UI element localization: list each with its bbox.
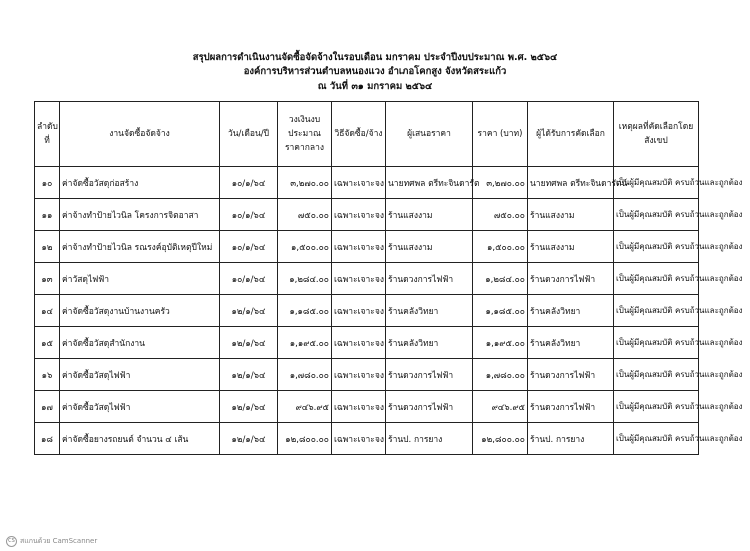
cell-no: ๑๘ [35, 423, 60, 455]
cell-budget: ๑,๕๐๐.๐๐ [278, 231, 332, 263]
cell-vendor: ร้านป. การยาง [386, 423, 473, 455]
cell-item: ค่าจัดซื้อวัสดุงานบ้านงานครัว [60, 295, 220, 327]
table-row [35, 423, 699, 455]
cell-date: ๑๒/๑/๖๔ [220, 327, 278, 359]
cell-item: ค่าจัดซื้อวัสดุไฟฟ้า [60, 391, 220, 423]
cell-no: ๑๒ [35, 231, 60, 263]
cell-item: ค่าจัดซื้อวัสดุไฟฟ้า [60, 359, 220, 391]
cell-date: ๑๒/๑/๖๔ [220, 359, 278, 391]
cell-date: ๑๐/๑/๖๔ [220, 199, 278, 231]
cell-budget: ๑,๒๘๔.๐๐ [278, 263, 332, 295]
cell-winner: ร้านดวงการไฟฟ้า [528, 263, 614, 295]
organization-name: องค์การบริหารส่วนตำบลหนองแวง อำเภอโคกสูง จังหวัดสระแก้ว [243, 66, 507, 77]
cell-no: ๑๓ [35, 263, 60, 295]
column-header-budget: วงเงินงบประมาณราคากลาง [278, 102, 332, 167]
report-date: ณ วันที่ ๓๑ มกราคม ๒๕๖๔ [317, 81, 433, 92]
procurement-table [34, 101, 743, 455]
cell-reason: เป็นผู้มีคุณสมบัติ ครบถ้วนและถูกต้อง [614, 199, 699, 231]
column-header-no: ลำดับที่ [35, 102, 60, 167]
cell-winner: ร้านป. การยาง [528, 423, 614, 455]
cell-winner: นายทศพล ตรีทะจินดารัตน์ [528, 167, 614, 199]
cell-item: ค่าจัดซื้อยางรถยนต์ จำนวน ๔ เส้น [60, 423, 220, 455]
cell-date: ๑๒/๑/๖๔ [220, 295, 278, 327]
cell-price: ๑๒,๘๐๐.๐๐ [473, 423, 528, 455]
cell-item: ค่าวัสดุไฟฟ้า [60, 263, 220, 295]
table-row [35, 263, 699, 295]
cell-budget: ๑,๑๘๕.๐๐ [278, 295, 332, 327]
cell-date: ๑๐/๑/๖๔ [220, 167, 278, 199]
cell-reason: เป็นผู้มีคุณสมบัติ ครบถ้วนและถูกต้อง [614, 167, 699, 199]
cell-vendor: ร้านแสงงาม [386, 231, 473, 263]
cell-price: ๑,๕๐๐.๐๐ [473, 231, 528, 263]
cell-reason: เป็นผู้มีคุณสมบัติ ครบถ้วนและถูกต้อง [614, 263, 699, 295]
cell-date: ๑๒/๑/๖๔ [220, 423, 278, 455]
cell-winner: ร้านคลังวิทยา [528, 327, 614, 359]
table-row [35, 231, 699, 263]
cell-reason: เป็นผู้มีคุณสมบัติ ครบถ้วนและถูกต้อง [614, 423, 699, 455]
cell-method: เฉพาะเจาะจง [332, 199, 386, 231]
cell-vendor: ร้านดวงการไฟฟ้า [386, 263, 473, 295]
table-header-row [35, 102, 699, 167]
cell-winner: ร้านแสงงาม [528, 199, 614, 231]
cell-no: ๑๐ [35, 167, 60, 199]
table-row [35, 359, 699, 391]
cell-no: ๑๕ [35, 327, 60, 359]
cell-budget: ๑,๑๙๕.๐๐ [278, 327, 332, 359]
cell-winner: ร้านคลังวิทยา [528, 295, 614, 327]
cell-item: ค่าจ้างทำป้ายไวนิล รณรงค์อุบัติเหตุปีใหม่ [60, 231, 220, 263]
column-header-method: วิธีจัดซื้อ/จ้าง [332, 102, 386, 167]
cell-reason: เป็นผู้มีคุณสมบัติ ครบถ้วนและถูกต้อง [614, 391, 699, 423]
cell-item: ค่าจัดซื้อวัสดุก่อสร้าง [60, 167, 220, 199]
cell-no: ๑๔ [35, 295, 60, 327]
column-header-reason: เหตุผลที่คัดเลือกโดยสังเขป [614, 102, 699, 167]
cell-method: เฉพาะเจาะจง [332, 167, 386, 199]
cell-date: ๑๐/๑/๖๔ [220, 263, 278, 295]
cell-no: ๑๖ [35, 359, 60, 391]
cell-reason: เป็นผู้มีคุณสมบัติ ครบถ้วนและถูกต้อง [614, 295, 699, 327]
column-header-item: งานจัดซื้อจัดจ้าง [60, 102, 220, 167]
cell-method: เฉพาะเจาะจง [332, 295, 386, 327]
scanner-label: สแกนด้วย CamScanner [20, 537, 98, 545]
cell-no: ๑๗ [35, 391, 60, 423]
report-title: สรุปผลการดำเนินงานจัดซื้อจัดจ้างในรอบเดือน มกราคม ประจำปีงบประมาณ พ.ศ. ๒๕๖๔ [192, 52, 558, 63]
column-header-vendor: ผู้เสนอราคา [386, 102, 473, 167]
cell-budget: ๑,๗๘๐.๐๐ [278, 359, 332, 391]
cell-price: ๑,๑๘๕.๐๐ [473, 295, 528, 327]
cell-reason: เป็นผู้มีคุณสมบัติ ครบถ้วนและถูกต้อง [614, 359, 699, 391]
cell-date: ๑๐/๑/๖๔ [220, 231, 278, 263]
cell-vendor: ร้านแสงงาม [386, 199, 473, 231]
table-row [35, 327, 699, 359]
cell-vendor: ร้านคลังวิทยา [386, 327, 473, 359]
cell-winner: ร้านแสงงาม [528, 231, 614, 263]
cell-item: ค่าจ้างทำป้ายไวนิล โครงการจิตอาสา [60, 199, 220, 231]
cell-winner: ร้านดวงการไฟฟ้า [528, 391, 614, 423]
cell-vendor: ร้านดวงการไฟฟ้า [386, 391, 473, 423]
cell-budget: ๙๔๖.๙๕ [278, 391, 332, 423]
cell-vendor: นายทศพล ตรีทะจินดารัต [386, 167, 473, 199]
cell-method: เฉพาะเจาะจง [332, 391, 386, 423]
table-row [35, 167, 699, 199]
cell-price: ๗๕๐.๐๐ [473, 199, 528, 231]
column-header-winner: ผู้ได้รับการคัดเลือก [528, 102, 614, 167]
cell-winner: ร้านดวงการไฟฟ้า [528, 359, 614, 391]
scanner-watermark [6, 536, 97, 547]
cell-method: เฉพาะเจาะจง [332, 263, 386, 295]
column-header-price: ราคา (บาท) [473, 102, 528, 167]
table-row [35, 199, 699, 231]
cell-budget: ๑๒,๘๐๐.๐๐ [278, 423, 332, 455]
cell-vendor: ร้านคลังวิทยา [386, 295, 473, 327]
cell-vendor: ร้านดวงการไฟฟ้า [386, 359, 473, 391]
table-row [35, 391, 699, 423]
cell-method: เฉพาะเจาะจง [332, 423, 386, 455]
cell-method: เฉพาะเจาะจง [332, 359, 386, 391]
cell-reason: เป็นผู้มีคุณสมบัติ ครบถ้วนและถูกต้อง [614, 327, 699, 359]
cell-price: ๑,๒๘๔.๐๐ [473, 263, 528, 295]
cell-price: ๑,๑๙๕.๐๐ [473, 327, 528, 359]
column-header-date: วัน/เดือน/ปี [220, 102, 278, 167]
camscanner-icon: CS [6, 536, 17, 547]
cell-price: ๙๔๖.๙๕ [473, 391, 528, 423]
cell-date: ๑๒/๑/๖๔ [220, 391, 278, 423]
cell-price: ๓,๒๗๐.๐๐ [473, 167, 528, 199]
cell-budget: ๗๕๐.๐๐ [278, 199, 332, 231]
cell-item: ค่าจัดซื้อวัสดุสำนักงาน [60, 327, 220, 359]
table-row [35, 295, 699, 327]
cell-method: เฉพาะเจาะจง [332, 327, 386, 359]
cell-budget: ๓,๒๗๐.๐๐ [278, 167, 332, 199]
cell-reason: เป็นผู้มีคุณสมบัติ ครบถ้วนและถูกต้อง [614, 231, 699, 263]
cell-method: เฉพาะเจาะจง [332, 231, 386, 263]
cell-price: ๑,๗๘๐.๐๐ [473, 359, 528, 391]
cell-no: ๑๑ [35, 199, 60, 231]
